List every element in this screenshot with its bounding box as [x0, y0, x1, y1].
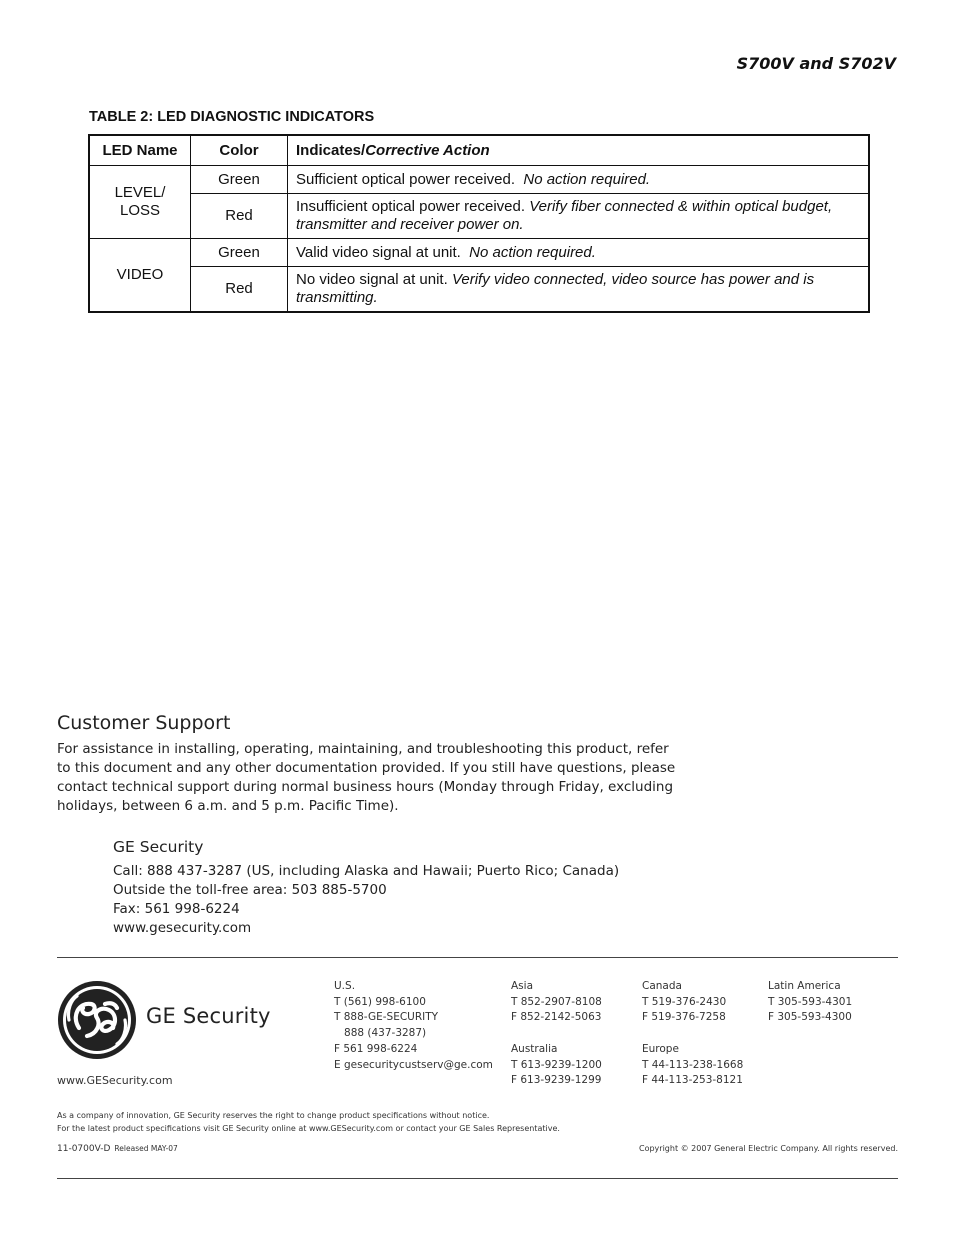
color-cell: Red [191, 267, 288, 313]
contact-spacer [642, 1026, 743, 1042]
ge-security-contact [113, 838, 619, 938]
led-name-cell: VIDEO [89, 239, 191, 313]
release-date: Released MAY-07 [114, 1144, 178, 1153]
contact-region: U.S. [334, 980, 356, 992]
led-name-cell: LEVEL/ LOSS [89, 166, 191, 239]
support-body: For assistance in installing, operating, maintaining, and troubleshooting this product, refer to this document and any other documentation provided. If you still have questions, please contact technical support during normal business hours (Monday through Friday, excluding holidays, between 6 a.m. and 5 p.m. Pacific Time). [57, 741, 676, 814]
header-led-name: LED Name [89, 135, 191, 166]
doc-number-text: 11-0700V-D [57, 1144, 111, 1154]
table-row [89, 267, 869, 313]
table-row [89, 166, 869, 194]
disclaimer-line: As a company of innovation, GE Security reserves the right to change product specifications without notice. [57, 1111, 490, 1120]
color-cell: Green [191, 239, 288, 267]
call-line: Call: 888 437-3287 (US, including Alaska and Hawaii; Puerto Rico; Canada) [113, 863, 620, 879]
contact-region: Europe [642, 1042, 679, 1055]
led-diagnostic-table [88, 134, 870, 313]
indicates-text: Insufficient optical power received. [296, 198, 526, 215]
header-indicates-label: Indicates/ [296, 141, 366, 159]
contact-line: F 613-9239-1299 [511, 1074, 602, 1087]
footer-top-rule [57, 957, 898, 958]
contact-line: T 519-376-2430 [642, 995, 727, 1008]
indicates-text: No video signal at unit. [296, 271, 448, 288]
action-text: Verify video connected, video source has power and is transmitting. [296, 271, 815, 306]
table-header-row [89, 135, 869, 166]
contact-region: Latin America [768, 980, 841, 992]
contact-line: F 519-376-7258 [642, 1011, 726, 1024]
contact-line: F 44-113-253-8121 [642, 1074, 743, 1087]
copyright: Copyright © 2007 General Electric Company. All rights reserved. [639, 1144, 898, 1153]
action-text: Verify fiber connected & within optical budget, transmitter and receiver power on. [296, 198, 833, 233]
color-cell: Red [191, 194, 288, 239]
contact-line: T 852-2907-8108 [511, 995, 602, 1008]
contact-line: F 305-593-4300 [768, 1011, 852, 1024]
contact-latin-america [768, 979, 852, 1026]
contact-line: T 44-113-238-1668 [642, 1058, 744, 1071]
contact-line: T 305-593-4301 [768, 995, 853, 1008]
contact-line: 888 (437-3287) [334, 1027, 427, 1040]
website-link[interactable]: www.gesecurity.com [113, 920, 252, 936]
contact-spacer [511, 1026, 602, 1042]
contact-region: Australia [511, 1042, 558, 1055]
disclaimer-line: For the latest product specifications visit GE Security online at www.GESecurity.com or contact your GE Sales Representative. [57, 1124, 560, 1133]
contact-region: Canada [642, 980, 682, 992]
action-text: No action required. [469, 243, 596, 261]
fax-line: Fax: 561 998-6224 [113, 901, 240, 917]
contact-us [334, 979, 493, 1073]
contact-line: F 561 998-6224 [334, 1042, 418, 1055]
table-row [89, 239, 869, 267]
disclaimer [57, 1109, 560, 1135]
contact-line: T (561) 998-6100 [334, 995, 426, 1008]
table-row [89, 194, 869, 239]
contact-canada-europe [642, 979, 743, 1089]
contact-asia-australia [511, 979, 602, 1089]
indicates-cell [288, 166, 870, 194]
ge-security-wordmark: GE Security [146, 1004, 271, 1028]
header-corrective-action: Corrective Action [365, 141, 490, 159]
header-color: Color [191, 135, 288, 166]
support-heading: Customer Support [57, 712, 231, 734]
document-title: S700V and S702V [736, 54, 896, 73]
color-cell: Green [191, 166, 288, 194]
outside-line: Outside the toll-free area: 503 885-5700 [113, 882, 387, 898]
action-text: No action required. [523, 170, 651, 188]
table-caption: TABLE 2: LED DIAGNOSTIC INDICATORS [89, 109, 375, 125]
indicates-text: Sufficient optical power received. [296, 170, 516, 188]
company-name: GE Security [113, 838, 204, 856]
footer-bottom-rule [57, 1178, 898, 1179]
document-number [57, 1144, 178, 1154]
indicates-cell [288, 194, 870, 239]
contact-region: Asia [511, 980, 534, 992]
contact-line: T 613-9239-1200 [511, 1058, 602, 1071]
footer-website-link[interactable]: www.GESecurity.com [57, 1074, 173, 1087]
indicates-cell [288, 267, 870, 313]
header-indicates [288, 135, 870, 166]
indicates-text: Valid video signal at unit. [296, 243, 461, 261]
indicates-cell [288, 239, 870, 267]
ge-monogram-icon [57, 980, 137, 1060]
contact-line: T 888-GE-SECURITY [334, 1011, 439, 1024]
contact-line: F 852-2142-5063 [511, 1011, 602, 1024]
customer-support-section [57, 712, 677, 816]
contact-email[interactable]: E gesecuritycustserv@ge.com [334, 1058, 493, 1071]
